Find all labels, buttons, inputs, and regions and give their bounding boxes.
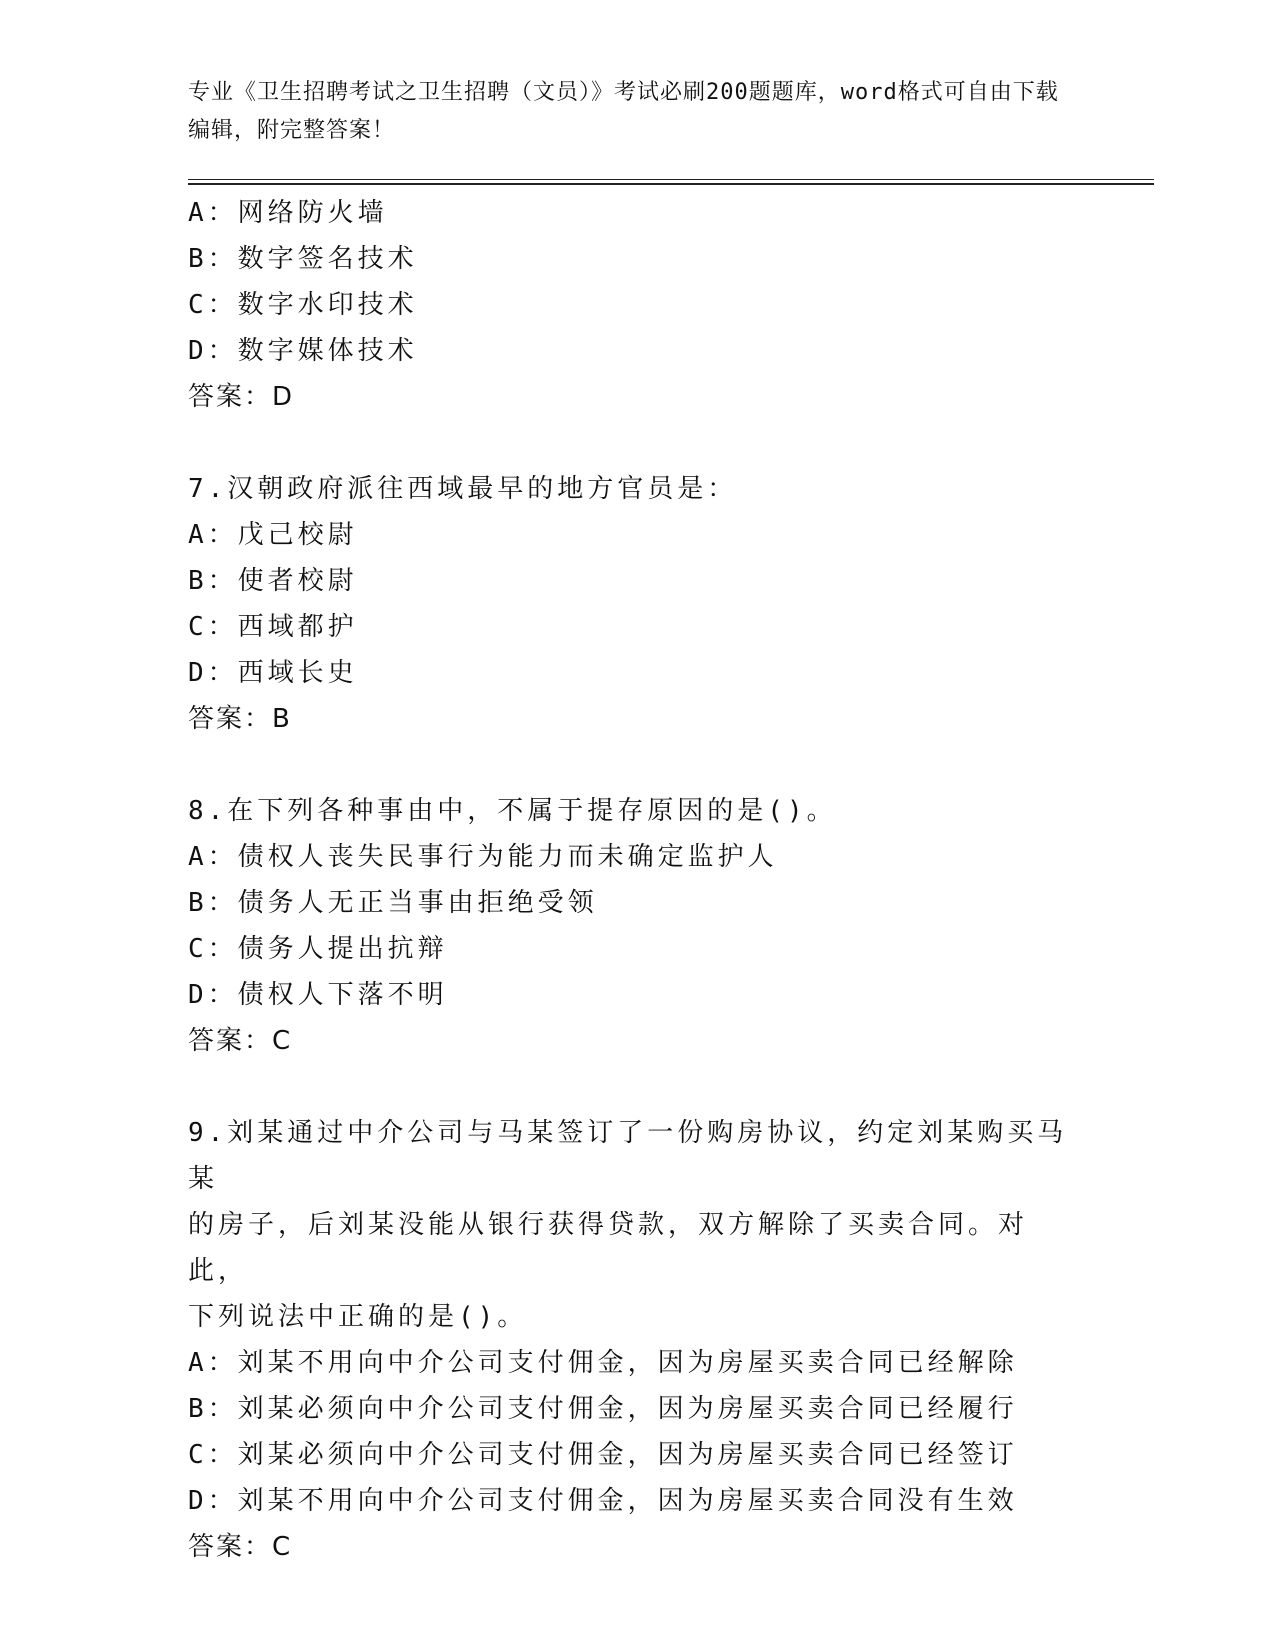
option-c: C：数字水印技术 <box>188 290 418 320</box>
option-a: A：债权人丧失民事行为能力而未确定监护人 <box>188 842 778 872</box>
option-c: C：债务人提出抗辩 <box>188 934 448 964</box>
option-b: B：数字签名技术 <box>188 244 418 274</box>
option-b: B：债务人无正当事由拒绝受领 <box>188 888 598 918</box>
option-c: C：西域都护 <box>188 612 358 642</box>
option-a: A：戊己校尉 <box>188 520 358 550</box>
option-b: B：使者校尉 <box>188 566 358 596</box>
option-d: D：数字媒体技术 <box>188 336 418 366</box>
question-stem: 7.汉朝政府派往西域最早的地方官员是： <box>188 474 738 504</box>
option-b: B：刘某必须向中介公司支付佣金，因为房屋买卖合同已经履行 <box>188 1394 1018 1424</box>
question-block <box>188 788 1068 1064</box>
question-stem-line-3: 下列说法中正确的是()。 <box>188 1302 528 1332</box>
question-block <box>188 1110 1068 1570</box>
option-a: A：网络防火墙 <box>188 198 388 228</box>
answer-line: 答案：C <box>188 1532 293 1562</box>
answer-line: 答案：D <box>188 382 295 412</box>
header-rule-thin <box>188 179 1154 180</box>
question-block <box>188 190 1068 420</box>
question-block <box>188 466 1068 742</box>
header-rule-thick <box>188 183 1154 185</box>
option-d: D：债权人下落不明 <box>188 980 448 1010</box>
option-a: A：刘某不用向中介公司支付佣金，因为房屋买卖合同已经解除 <box>188 1348 1018 1378</box>
option-d: D：西域长史 <box>188 658 358 688</box>
option-d: D：刘某不用向中介公司支付佣金，因为房屋买卖合同没有生效 <box>188 1486 1018 1516</box>
question-stem: 8.在下列各种事由中，不属于提存原因的是()。 <box>188 796 837 826</box>
question-stem-line-2: 的房子，后刘某没能从银行获得贷款，双方解除了买卖合同。对此， <box>188 1210 1029 1286</box>
question-stem-line-1: 9.刘某通过中介公司与马某签订了一份购房协议，约定刘某购买马某 <box>188 1118 1068 1194</box>
option-c: C：刘某必须向中介公司支付佣金，因为房屋买卖合同已经签订 <box>188 1440 1018 1470</box>
document-header: 专业《卫生招聘考试之卫生招聘（文员）》考试必刷200题题库，word格式可自由下载编辑，附完整答案！ <box>188 80 1059 143</box>
answer-line: 答案：C <box>188 1026 293 1056</box>
answer-line: 答案：B <box>188 704 292 734</box>
question-list <box>188 190 1068 1570</box>
